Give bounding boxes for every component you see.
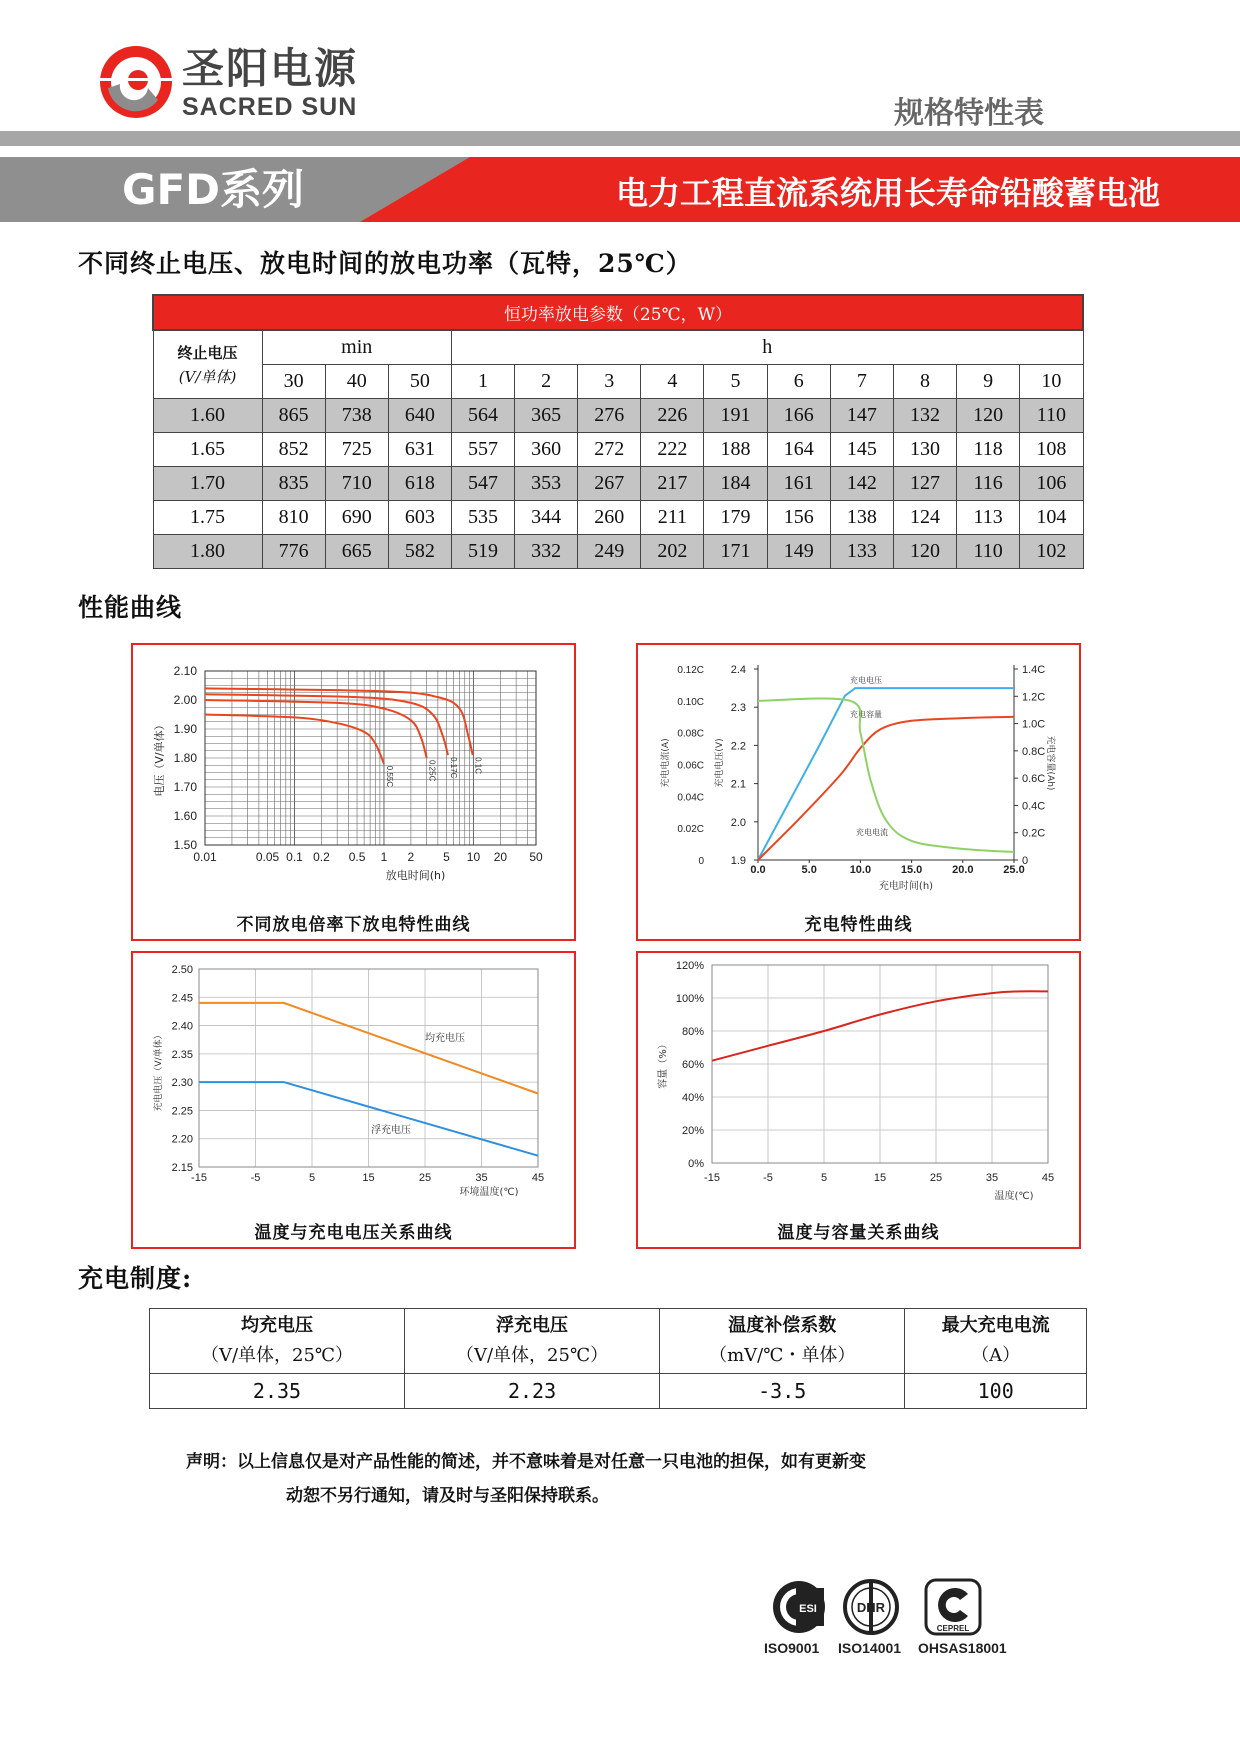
charge-chart-caption: 充电特性曲线 <box>804 915 913 935</box>
y-tick-label: 20% <box>681 1125 704 1137</box>
series-label: 0.17C <box>449 757 459 779</box>
end-voltage-cell: 1.75 <box>153 501 262 535</box>
power-value-cell: 217 <box>641 467 704 501</box>
x-tick-label: 5 <box>820 1172 828 1184</box>
power-value-cell: 557 <box>451 433 514 467</box>
ceprel-cert-icon <box>924 1578 982 1636</box>
power-value-cell: 161 <box>767 467 830 501</box>
current-tick-label: 0.08C <box>677 728 704 740</box>
power-value-cell: 835 <box>262 467 325 501</box>
voltage-tick-label: 2.0 <box>730 816 746 829</box>
power-value-cell: 179 <box>704 501 767 535</box>
statement-line-2: 动恕不另行通知，请及时与圣阳保持联系。 <box>286 1486 609 1506</box>
y-tick-label: 2.40 <box>171 1020 193 1033</box>
x-axis-label: 环境温度(℃) <box>459 1187 519 1198</box>
power-value-cell: 188 <box>704 433 767 467</box>
curves-section-title: 性能曲线 <box>78 593 183 622</box>
x-tick-label: 35 <box>475 1172 488 1184</box>
power-table-row <box>153 501 1083 535</box>
power-value-cell: 149 <box>767 535 830 569</box>
x-axis-label: 放电时间(h) <box>385 869 446 882</box>
power-value-cell: 132 <box>893 399 956 433</box>
brand-name-cn: 圣阳电源 <box>182 44 359 93</box>
series-label: 浮充电压 <box>371 1125 411 1136</box>
voltage-tick-label: 2.3 <box>730 702 746 715</box>
power-col-header: 8 <box>893 365 956 399</box>
power-value-cell: 332 <box>515 535 578 569</box>
power-value-cell: 191 <box>704 399 767 433</box>
power-value-cell: 147 <box>830 399 893 433</box>
charge-section-title: 充电制度: <box>78 1264 193 1293</box>
charge-header-cell <box>405 1309 660 1374</box>
y-tick-label: 1.90 <box>173 722 197 736</box>
power-value-cell: 120 <box>957 399 1020 433</box>
end-voltage-cell: 1.65 <box>153 433 262 467</box>
charge-value-cell: 100 <box>905 1374 1087 1409</box>
current-tick-label: 0.12C <box>677 665 704 676</box>
power-value-cell: 725 <box>325 433 388 467</box>
power-value-cell: 211 <box>641 501 704 535</box>
charge-header-unit: （V/单体，25℃） <box>200 1345 354 1366</box>
discharge-chart-box <box>131 643 576 941</box>
series-label: 0.55C <box>384 765 394 788</box>
x-axis-label: 充电时间(h) <box>878 881 934 892</box>
svg-text:DHR: DHR <box>856 1600 886 1615</box>
charge-value-cell: 2.23 <box>405 1374 660 1409</box>
cert-label-iso9001: ISO9001 <box>764 1640 820 1656</box>
x-tick-label: 10 <box>466 850 481 864</box>
charge-header-unit: （V/单体，25℃） <box>455 1345 609 1366</box>
charge-header-title: 最大充电电流 <box>941 1315 1050 1336</box>
x-tick-label: 10.0 <box>849 864 872 876</box>
x-tick-label: 0.2 <box>313 850 330 864</box>
cert-label-iso14001: ISO14001 <box>838 1640 902 1656</box>
power-value-cell: 164 <box>767 433 830 467</box>
power-value-cell: 138 <box>830 501 893 535</box>
current-tick-label: 0.04C <box>677 792 704 804</box>
power-col-header: 5 <box>704 365 767 399</box>
x-tick-label: -15 <box>191 1172 207 1184</box>
y-tick-label: 80% <box>681 1026 704 1038</box>
brand-logo-icon <box>98 44 174 120</box>
power-col-header: 9 <box>957 365 1020 399</box>
power-col-header: 2 <box>515 365 578 399</box>
power-col-header: 40 <box>325 365 388 399</box>
capacity-tick-label: 0 <box>1022 855 1029 867</box>
power-col-header: 7 <box>830 365 893 399</box>
power-value-cell: 690 <box>325 501 388 535</box>
power-value-cell: 104 <box>1020 501 1083 535</box>
x-tick-label: 25 <box>418 1172 432 1184</box>
y-tick-label: 2.50 <box>171 964 193 976</box>
capacity-tick-label: 0.4C <box>1022 800 1046 813</box>
x-tick-label: 2 <box>407 850 415 864</box>
power-section-title: 不同终止电压、放电时间的放电功率（瓦特，25℃） <box>78 249 692 278</box>
y-tick-label: 2.35 <box>171 1048 193 1061</box>
power-value-cell: 603 <box>388 501 451 535</box>
y-tick-label: 1.50 <box>173 838 197 852</box>
power-value-cell: 276 <box>578 399 641 433</box>
power-value-cell: 166 <box>767 399 830 433</box>
charge-header-unit: （A） <box>971 1345 1021 1366</box>
end-voltage-cell: 1.80 <box>153 535 262 569</box>
voltage-tick-label: 2.2 <box>730 740 746 753</box>
discharge-chart <box>133 645 574 905</box>
y-axis-label: 电压（V/单体） <box>153 719 166 797</box>
series-label: 0.25C <box>427 760 437 782</box>
capacity-tick-label: 0.2C <box>1022 827 1046 840</box>
y-axis-label: 容量（%） <box>658 1039 669 1089</box>
cesi-cert-icon <box>770 1578 828 1636</box>
x-tick-label: 20.0 <box>952 864 974 876</box>
charge-chart <box>638 645 1079 905</box>
group-h-header: h <box>451 330 1083 365</box>
power-value-cell: 260 <box>578 501 641 535</box>
power-value-cell: 519 <box>451 535 514 569</box>
power-value-cell: 267 <box>578 467 641 501</box>
charge-header-title: 浮充电压 <box>496 1315 569 1336</box>
voltage-tick-label: 1.9 <box>730 855 746 867</box>
power-value-cell: 222 <box>641 433 704 467</box>
y-tick-label: 2.30 <box>171 1077 193 1090</box>
charge-chart-box <box>636 643 1081 941</box>
x-tick-label: 15.0 <box>900 864 923 876</box>
power-col-header: 6 <box>767 365 830 399</box>
power-value-cell: 738 <box>325 399 388 433</box>
power-value-cell: 535 <box>451 501 514 535</box>
svg-text:ESI: ESI <box>799 1603 817 1615</box>
power-value-cell: 344 <box>515 501 578 535</box>
power-value-cell: 360 <box>515 433 578 467</box>
y-tick-label: 100% <box>675 993 704 1005</box>
row-head-cell <box>153 330 262 399</box>
series-label: 充电容量 <box>850 710 882 719</box>
x-tick-label: -5 <box>250 1172 261 1184</box>
y-tick-label: 2.10 <box>173 664 197 678</box>
power-table-caption: 恒功率放电参数（25℃，W） <box>153 295 1083 330</box>
y-tick-label: 1.60 <box>173 809 197 823</box>
charge-value-cell: 2.35 <box>150 1374 405 1409</box>
power-value-cell: 353 <box>515 467 578 501</box>
capacity-tick-label: 0.6C <box>1022 773 1046 786</box>
power-col-header: 4 <box>641 365 704 399</box>
y-tick-label: 2.15 <box>171 1162 193 1174</box>
statement-line-1: 声明：以上信息仅是对产品性能的简述，并不意味着是对任意一只电池的担保，如有更新变 <box>186 1452 866 1472</box>
y-tick-label: 2.20 <box>171 1133 193 1146</box>
power-value-cell: 547 <box>451 467 514 501</box>
x-tick-label: -15 <box>704 1172 720 1184</box>
current-tick-label: 0.06C <box>677 760 704 772</box>
power-value-cell: 102 <box>1020 535 1083 569</box>
row-head-unit: (V/单体) <box>178 367 237 386</box>
power-value-cell: 133 <box>830 535 893 569</box>
temp-voltage-chart-box <box>131 951 576 1249</box>
charge-header-cell <box>660 1309 905 1374</box>
voltage-axis-label: 充电电压(V) <box>715 738 725 788</box>
doc-type-title: 规格特性表 <box>894 96 1044 131</box>
power-value-cell: 145 <box>830 433 893 467</box>
charge-header-cell <box>905 1309 1087 1374</box>
power-value-cell: 618 <box>388 467 451 501</box>
power-value-cell: 156 <box>767 501 830 535</box>
x-tick-label: 45 <box>1041 1172 1055 1184</box>
power-table <box>152 294 1084 569</box>
x-tick-label: 15 <box>873 1172 887 1184</box>
current-tick-label: 0.10C <box>677 696 704 708</box>
y-tick-label: 1.70 <box>173 780 197 794</box>
capacity-tick-label: 1.2C <box>1022 691 1046 704</box>
charge-value-cell: -3.5 <box>660 1374 905 1409</box>
product-name: 电力工程直流系统用长寿命铅酸蓄电池 <box>615 174 1160 212</box>
power-table-row <box>153 467 1083 501</box>
power-value-cell: 272 <box>578 433 641 467</box>
svg-text:CEPREL: CEPREL <box>936 1624 970 1633</box>
temp-voltage-chart-caption: 温度与充电电压关系曲线 <box>254 1223 453 1243</box>
series-name: GFD系列 <box>122 165 305 214</box>
power-value-cell: 564 <box>451 399 514 433</box>
power-value-cell: 226 <box>641 399 704 433</box>
row-head-title: 终止电压 <box>177 343 238 362</box>
power-value-cell: 710 <box>325 467 388 501</box>
power-value-cell: 130 <box>893 433 956 467</box>
power-col-header: 1 <box>451 365 514 399</box>
x-tick-label: -5 <box>763 1172 773 1184</box>
end-voltage-cell: 1.70 <box>153 467 262 501</box>
power-value-cell: 120 <box>893 535 956 569</box>
power-value-cell: 631 <box>388 433 451 467</box>
y-tick-label: 0% <box>688 1158 704 1170</box>
header-divider <box>0 131 1240 146</box>
temp-voltage-chart <box>133 953 574 1213</box>
y-tick-label: 2.45 <box>171 992 193 1005</box>
charge-header-unit: （mV/℃・单体） <box>709 1345 856 1366</box>
charge-header-title: 均充电压 <box>241 1315 314 1336</box>
capacity-tick-label: 1.0C <box>1022 718 1046 731</box>
voltage-tick-label: 2.1 <box>730 778 746 791</box>
power-value-cell: 365 <box>515 399 578 433</box>
group-min-header: min <box>262 330 451 365</box>
power-value-cell: 106 <box>1020 467 1083 501</box>
y-tick-label: 40% <box>681 1092 704 1104</box>
x-tick-label: 5.0 <box>801 864 817 876</box>
power-table-row <box>153 399 1083 433</box>
x-tick-label: 0.1 <box>286 850 303 864</box>
power-value-cell: 116 <box>957 467 1020 501</box>
power-value-cell: 124 <box>893 501 956 535</box>
power-value-cell: 142 <box>830 467 893 501</box>
x-tick-label: 0.5 <box>348 850 366 864</box>
power-value-cell: 127 <box>893 467 956 501</box>
y-axis-label: 充电电压（V/单体） <box>154 1030 164 1112</box>
y-tick-label: 120% <box>675 960 704 972</box>
power-value-cell: 640 <box>388 399 451 433</box>
series-label: 0.1C <box>473 757 483 775</box>
capacity-axis-label: 充电容量(Ah) <box>1045 735 1055 791</box>
power-value-cell: 171 <box>704 535 767 569</box>
y-tick-label: 2.25 <box>171 1105 193 1118</box>
x-tick-label: 0.05 <box>255 850 280 864</box>
x-tick-label: 20 <box>493 850 508 864</box>
current-tick-label: 0 <box>698 856 704 867</box>
power-col-header: 3 <box>578 365 641 399</box>
power-value-cell: 110 <box>1020 399 1083 433</box>
power-value-cell: 865 <box>262 399 325 433</box>
power-table-row <box>153 535 1083 569</box>
power-value-cell: 113 <box>957 501 1020 535</box>
power-value-cell: 665 <box>325 535 388 569</box>
charge-header-cell <box>150 1309 405 1374</box>
power-value-cell: 852 <box>262 433 325 467</box>
power-value-cell: 202 <box>641 535 704 569</box>
power-col-header: 50 <box>388 365 451 399</box>
power-value-cell: 184 <box>704 467 767 501</box>
charge-header-title: 温度补偿系数 <box>728 1315 837 1336</box>
current-tick-label: 0.02C <box>677 824 704 836</box>
voltage-tick-label: 2.4 <box>730 664 746 676</box>
power-value-cell: 810 <box>262 501 325 535</box>
x-tick-label: 50 <box>529 850 543 864</box>
series-label: 均充电压 <box>425 1033 465 1044</box>
dhr-cert-icon <box>842 1578 900 1636</box>
power-value-cell: 582 <box>388 535 451 569</box>
x-axis-label: 温度(℃) <box>994 1191 1034 1202</box>
x-tick-label: 25.0 <box>1003 864 1025 876</box>
x-tick-label: 5 <box>308 1172 316 1184</box>
series-label: 充电电压 <box>850 676 882 685</box>
temp-capacity-chart-caption: 温度与容量关系曲线 <box>777 1223 940 1243</box>
temp-capacity-chart <box>638 953 1079 1213</box>
power-col-header: 30 <box>262 365 325 399</box>
power-value-cell: 118 <box>957 433 1020 467</box>
current-axis-label: 充电电流(A) <box>661 738 671 788</box>
end-voltage-cell: 1.60 <box>153 399 262 433</box>
power-value-cell: 108 <box>1020 433 1083 467</box>
power-col-header: 10 <box>1020 365 1083 399</box>
discharge-chart-caption: 不同放电倍率下放电特性曲线 <box>236 915 471 935</box>
x-tick-label: 0.01 <box>193 850 217 864</box>
cert-label-ohsas18001: OHSAS18001 <box>918 1640 1007 1656</box>
power-value-cell: 110 <box>957 535 1020 569</box>
x-tick-label: 1 <box>380 850 388 864</box>
x-tick-label: 15 <box>362 1172 375 1184</box>
brand-name-en: SACRED SUN <box>182 93 358 121</box>
capacity-tick-label: 0.8C <box>1022 745 1046 758</box>
x-tick-label: 35 <box>985 1172 999 1184</box>
series-label: 充电电流 <box>856 828 888 837</box>
temp-capacity-chart-box <box>636 951 1081 1249</box>
x-tick-label: 5 <box>443 850 450 864</box>
power-value-cell: 249 <box>578 535 641 569</box>
x-tick-label: 45 <box>531 1172 545 1184</box>
power-table-row <box>153 433 1083 467</box>
charge-table <box>149 1308 1087 1409</box>
y-tick-label: 1.80 <box>173 751 197 765</box>
y-tick-label: 60% <box>681 1059 704 1071</box>
x-tick-label: 25 <box>929 1172 943 1184</box>
power-value-cell: 776 <box>262 535 325 569</box>
capacity-tick-label: 1.4C <box>1022 664 1046 676</box>
y-tick-label: 2.00 <box>173 693 197 707</box>
x-tick-label: 0.0 <box>750 864 766 876</box>
